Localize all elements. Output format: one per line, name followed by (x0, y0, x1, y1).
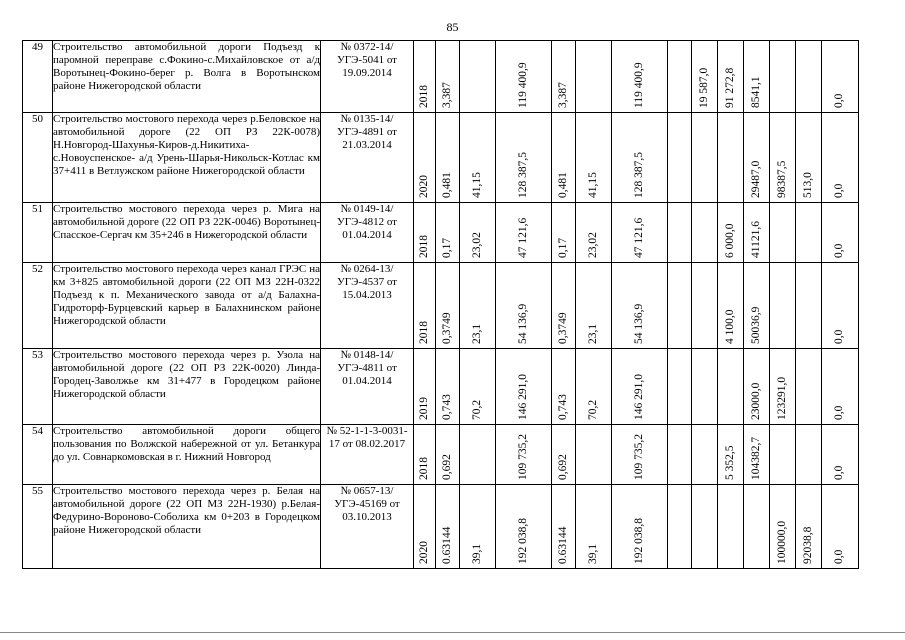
value-cell (496, 485, 552, 569)
value-cell (718, 263, 744, 349)
value-cell (796, 425, 822, 485)
value-cell (552, 263, 576, 349)
row-number: 50 (23, 113, 53, 203)
value-cell (414, 485, 436, 569)
value-text: 4 100,0 (723, 309, 736, 344)
value-text: 19 587,0 (697, 67, 710, 108)
value-cell (744, 485, 770, 569)
value-text: 41121,6 (749, 221, 762, 258)
value-text: 109 735,2 (632, 434, 645, 480)
construction-objects-table (22, 40, 859, 569)
row-number: 55 (23, 485, 53, 569)
value-cell (796, 485, 822, 569)
table-row (23, 113, 859, 203)
value-text: 0,3749 (556, 312, 569, 344)
value-cell (436, 425, 460, 485)
value-text: 2019 (417, 397, 430, 420)
value-cell (612, 485, 668, 569)
expertise-conclusion: № 0135-14/УГЭ-4891 от 21.03.2014 (321, 113, 414, 203)
value-cell (692, 203, 718, 263)
value-text: 3,387 (556, 82, 569, 108)
expertise-conclusion: № 0148-14/УГЭ-4811 от 01.04.2014 (321, 349, 414, 425)
value-text: 123291,0 (775, 376, 788, 420)
value-cell (770, 349, 796, 425)
value-text: 54 136,9 (632, 303, 645, 344)
table-row (23, 425, 859, 485)
expertise-conclusion: № 0264-13/УГЭ-4537 от 15.04.2013 (321, 263, 414, 349)
value-text: 0,17 (556, 237, 569, 258)
value-text: 0,481 (556, 172, 569, 198)
value-text: 128 387,5 (632, 152, 645, 198)
object-name: Строительство автомобильной дороги общего пользования по Волжской набережной от ул. Бетанкура до ул. Совнаркомовская в г. Нижний Новгород (53, 425, 321, 485)
value-cell (796, 203, 822, 263)
value-cell (436, 349, 460, 425)
value-text: 23000,0 (749, 382, 762, 420)
value-cell (414, 425, 436, 485)
value-cell (796, 349, 822, 425)
value-cell (436, 41, 460, 113)
value-cell (496, 41, 552, 113)
value-text: 92038,8 (801, 526, 814, 564)
value-text: 0,0 (833, 243, 845, 258)
table-row (23, 349, 859, 425)
value-cell (718, 203, 744, 263)
value-cell (436, 113, 460, 203)
value-cell (692, 349, 718, 425)
page-number: 85 (446, 20, 459, 34)
value-text: 29487,0 (749, 160, 762, 198)
object-name: Строительство автомобильной дороги Подъезд к паромной переправе с.Фокино-с.Михайловское от а/д Воротынец-Фокино-берег р. Волга в Воротынском районе Нижегородской области (53, 41, 321, 113)
page-bottom-edge (0, 632, 905, 633)
value-text: 2018 (417, 321, 430, 344)
value-cell (692, 113, 718, 203)
value-text: 513,0 (801, 172, 814, 198)
value-text: 0,0 (833, 93, 845, 108)
value-text: 0,3749 (440, 312, 453, 344)
value-cell (668, 41, 692, 113)
value-cell (612, 113, 668, 203)
value-cell (822, 113, 859, 203)
value-text: 23,02 (470, 232, 483, 258)
object-name: Строительство мостового перехода через р. Узола на автомобильной дороге (22 ОП РЗ 22К-0020) Линда-Городец-Заволжье км 31+477 в Городецком районе Нижегородской области (53, 349, 321, 425)
value-cell (496, 113, 552, 203)
value-text: 0,692 (440, 454, 453, 480)
value-cell (414, 263, 436, 349)
value-cell (718, 485, 744, 569)
value-cell (576, 41, 612, 113)
row-number: 52 (23, 263, 53, 349)
expertise-conclusion: № 52-1-1-3-0031-17 от 08.02.2017 (321, 425, 414, 485)
value-cell (460, 263, 496, 349)
value-cell (552, 349, 576, 425)
value-cell (414, 349, 436, 425)
value-text: 192 038,8 (632, 518, 645, 564)
value-cell (692, 263, 718, 349)
value-text: 2020 (417, 175, 430, 198)
value-cell (668, 425, 692, 485)
value-text: 91 272,8 (723, 67, 736, 108)
object-name: Строительство мостового перехода через канал ГРЭС на км 3+825 автомобильной дороги (22 ОП МЗ 22Н-0322 Подъезд к п. Механического завода от а/д Балахна-Гидроторф-Бурцевский карьер в Балахнинском районе Нижегородской области (53, 263, 321, 349)
value-cell (822, 349, 859, 425)
value-text: 2018 (417, 85, 430, 108)
value-text: 146 291,0 (632, 374, 645, 420)
value-cell (822, 263, 859, 349)
value-cell (744, 425, 770, 485)
value-cell (718, 41, 744, 113)
table-row (23, 203, 859, 263)
value-text: 41,15 (586, 172, 599, 198)
value-cell (770, 203, 796, 263)
value-text: 54 136,9 (516, 303, 529, 344)
value-cell (460, 41, 496, 113)
value-text: 23,1 (586, 323, 599, 344)
value-cell (770, 425, 796, 485)
value-cell (576, 113, 612, 203)
value-text: 0.63144 (556, 526, 569, 564)
value-cell (496, 349, 552, 425)
value-cell (552, 203, 576, 263)
value-cell (460, 349, 496, 425)
value-cell (496, 425, 552, 485)
value-cell (668, 263, 692, 349)
value-cell (744, 263, 770, 349)
value-text: 119 400,9 (516, 62, 529, 108)
value-text: 3,387 (440, 82, 453, 108)
value-cell (436, 485, 460, 569)
value-cell (744, 203, 770, 263)
row-number: 49 (23, 41, 53, 113)
value-cell (744, 41, 770, 113)
value-cell (552, 425, 576, 485)
row-number: 53 (23, 349, 53, 425)
value-text: 109 735,2 (516, 434, 529, 480)
value-cell (668, 203, 692, 263)
value-text: 192 038,8 (516, 518, 529, 564)
value-cell (460, 425, 496, 485)
value-cell (414, 203, 436, 263)
value-cell (612, 349, 668, 425)
value-text: 0,0 (833, 405, 845, 420)
table-row (23, 263, 859, 349)
value-cell (612, 203, 668, 263)
value-cell (692, 425, 718, 485)
table-row (23, 41, 859, 113)
value-cell (744, 349, 770, 425)
value-cell (612, 41, 668, 113)
value-text: 0,743 (440, 394, 453, 420)
value-text: 0,17 (440, 237, 453, 258)
value-cell (612, 263, 668, 349)
row-number: 54 (23, 425, 53, 485)
expertise-conclusion: № 0149-14/УГЭ-4812 от 01.04.2014 (321, 203, 414, 263)
value-text: 2018 (417, 235, 430, 258)
value-cell (496, 263, 552, 349)
value-cell (612, 425, 668, 485)
value-cell (460, 485, 496, 569)
value-text: 50036,9 (749, 306, 762, 344)
value-text: 0.63144 (440, 526, 453, 564)
value-text: 0,692 (556, 454, 569, 480)
value-text: 39,1 (586, 543, 599, 564)
value-text: 0,0 (833, 329, 845, 344)
value-text: 5 352,5 (723, 445, 736, 480)
value-text: 104382,7 (749, 436, 762, 480)
value-text: 146 291,0 (516, 374, 529, 420)
value-text: 23,1 (470, 323, 483, 344)
value-cell (414, 113, 436, 203)
value-cell (692, 485, 718, 569)
value-cell (496, 203, 552, 263)
value-cell (576, 203, 612, 263)
value-cell (718, 425, 744, 485)
value-cell (576, 349, 612, 425)
value-cell (770, 113, 796, 203)
value-cell (796, 41, 822, 113)
value-text: 0,481 (440, 172, 453, 198)
value-cell (822, 41, 859, 113)
value-cell (414, 41, 436, 113)
expertise-conclusion: № 0372-14/УГЭ-5041 от 19.09.2014 (321, 41, 414, 113)
value-text: 39,1 (470, 543, 483, 564)
value-cell (460, 203, 496, 263)
expertise-conclusion: № 0657-13/УГЭ-45169 от 03.10.2013 (321, 485, 414, 569)
value-text: 128 387,5 (516, 152, 529, 198)
value-cell (796, 263, 822, 349)
value-cell (770, 263, 796, 349)
value-text: 0,0 (833, 183, 845, 198)
value-cell (718, 349, 744, 425)
value-cell (796, 113, 822, 203)
value-text: 6 000,0 (723, 223, 736, 258)
object-name: Строительство мостового перехода через р.Беловское на автомобильной дороге (22 ОП РЗ 22К-0078) Н.Новгород-Шахунья-Киров-д.Никитиха-с.Новоуспенское- а/д Урень-Шарья-Никольск-Котлас км 37+411 в Ветлужском районе Нижегородской области (53, 113, 321, 203)
value-text: 98387,5 (775, 160, 788, 198)
value-cell (576, 425, 612, 485)
value-cell (822, 485, 859, 569)
value-cell (692, 41, 718, 113)
value-text: 8541,1 (749, 76, 762, 108)
value-text: 2020 (417, 541, 430, 564)
value-cell (668, 113, 692, 203)
value-cell (770, 485, 796, 569)
value-text: 70,2 (586, 399, 599, 420)
value-text: 0,0 (833, 549, 845, 564)
value-cell (552, 485, 576, 569)
row-number: 51 (23, 203, 53, 263)
value-cell (770, 41, 796, 113)
value-cell (668, 349, 692, 425)
value-text: 41,15 (470, 172, 483, 198)
value-cell (576, 263, 612, 349)
value-cell (460, 113, 496, 203)
value-cell (576, 485, 612, 569)
value-text: 119 400,9 (632, 62, 645, 108)
value-text: 47 121,6 (632, 217, 645, 258)
value-text: 47 121,6 (516, 217, 529, 258)
value-text: 100000,0 (775, 520, 788, 564)
value-cell (822, 203, 859, 263)
object-name: Строительство мостового перехода через р. Белая на автомобильной дороге (22 ОП МЗ 22Н-1930) р.Белая-Федурино-Вороново-Соболиха км 0+203 в Городецком районе Нижегородской области (53, 485, 321, 569)
object-name: Строительство мостового перехода через р. Мига на автомобильной дороге (22 ОП РЗ 22К-0046) Воротынец-Спасское-Сергач км 35+246 в Нижегородской области (53, 203, 321, 263)
value-cell (436, 263, 460, 349)
value-text: 70,2 (470, 399, 483, 420)
value-text: 2018 (417, 457, 430, 480)
table-row (23, 485, 859, 569)
value-cell (822, 425, 859, 485)
value-text: 0,0 (833, 465, 845, 480)
value-cell (718, 113, 744, 203)
value-text: 23,02 (586, 232, 599, 258)
value-cell (668, 485, 692, 569)
value-cell (436, 203, 460, 263)
value-cell (552, 113, 576, 203)
value-text: 0,743 (556, 394, 569, 420)
value-cell (744, 113, 770, 203)
value-cell (552, 41, 576, 113)
